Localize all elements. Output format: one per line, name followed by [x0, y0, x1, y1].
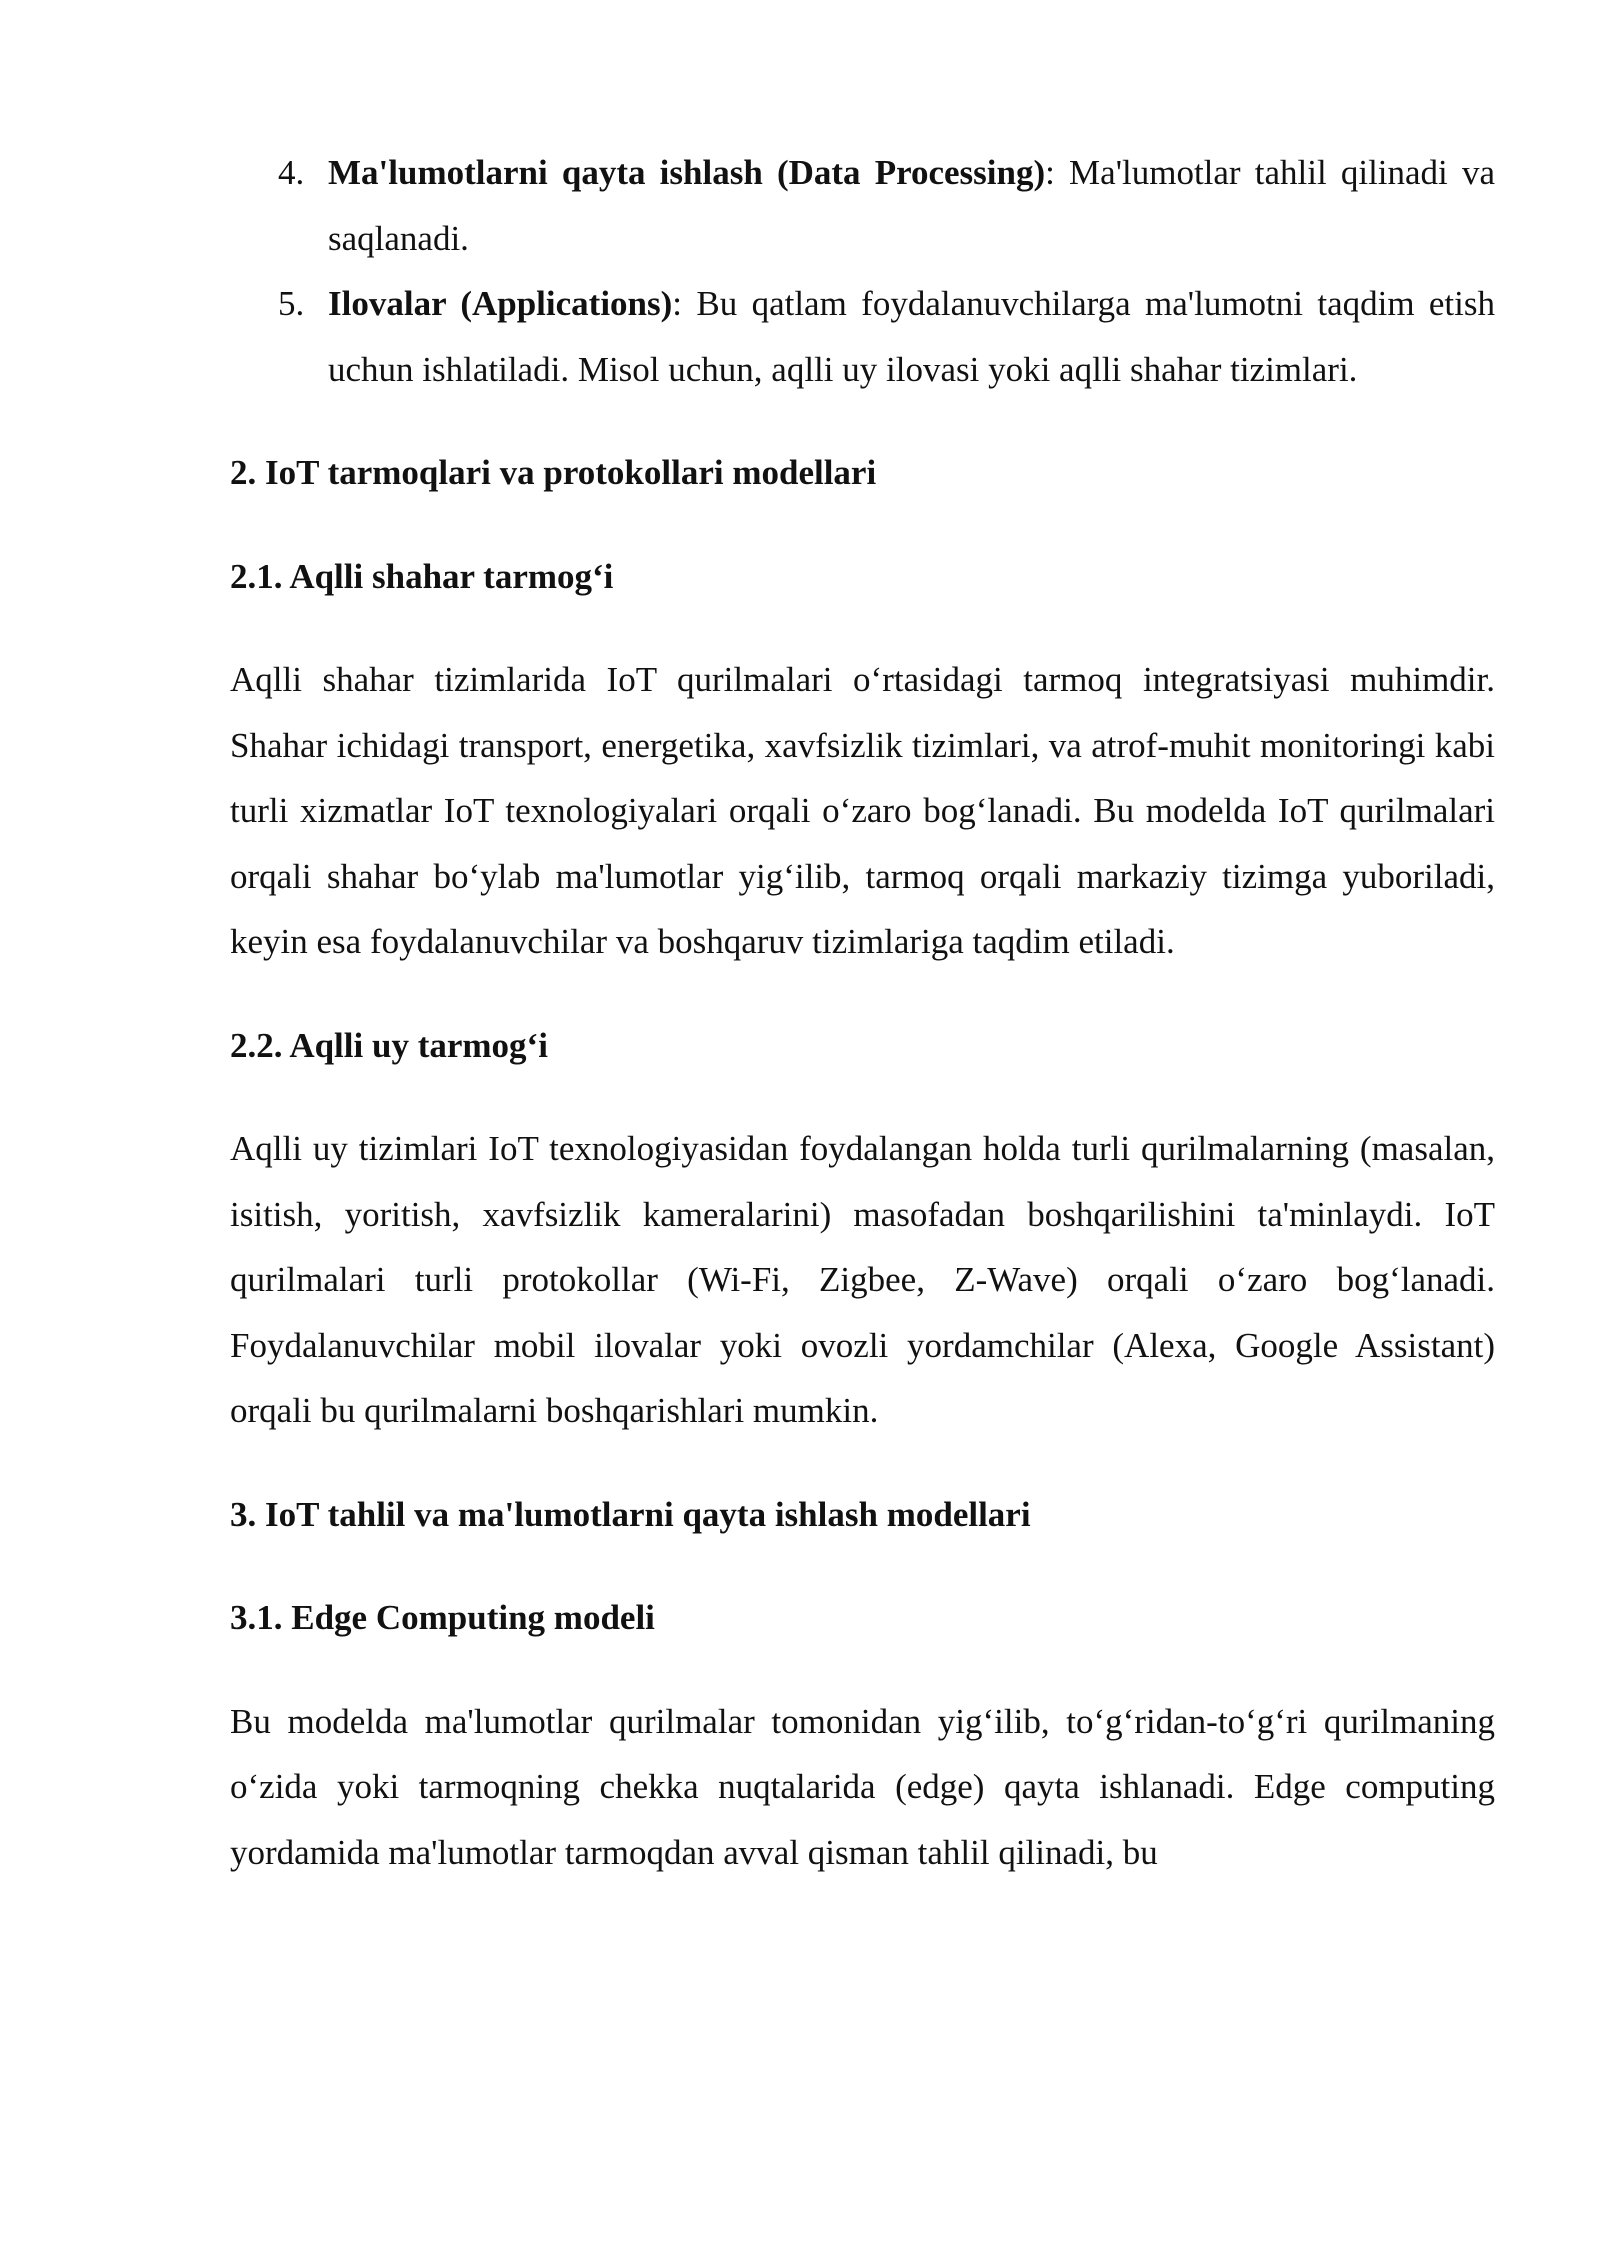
list-item-text: Ma'lumotlar tahlil qilinadi va saqlanadi.: [328, 153, 1495, 258]
list-item: [230, 271, 1495, 402]
document-page: [230, 140, 1495, 1885]
list-item: [230, 140, 1495, 271]
paragraph-smart-city: Aqlli shahar tizimlarida IoT qurilmalari o‘rtasidagi tarmoq integratsiyasi muhimdir. Shahar ichidagi transport, energetika, xavfsizlik tizimlari, va atrof-muhit monitoringi kabi turli xizmatlar IoT texnologiyalari orqali o‘zaro bog‘lanadi. Bu modelda IoT qurilmalari orqali shahar bo‘ylab ma'lumotlar yig‘ilib, tarmoq orqali markaziy tizimga yuboriladi, keyin esa foydalanuvchilar va boshqaruv tizimlariga taqdim etiladi.: [230, 660, 1495, 961]
paragraph-edge-computing: Bu modelda ma'lumotlar qurilmalar tomonidan yig‘ilib, to‘g‘ridan-to‘g‘ri qurilmaning o‘zida yoki tarmoqning chekka nuqtalarida (edge) qayta ishlanadi. Edge computing yordamida ma'lumotlar tarmoqdan avval qisman tahlil qilinadi, bu: [230, 1701, 1495, 1872]
list-item-term: Ma'lumotlarni qayta ishlash (Data Processing): [328, 153, 1046, 192]
section-heading-2: 2. IoT tarmoqlari va protokollari modellari: [230, 453, 877, 492]
list-item-term: Ilovalar (Applications): [328, 284, 673, 323]
subsection-heading-2-1: 2.1. Aqlli shahar tarmog‘i: [230, 556, 614, 596]
subsection-heading-3-1: 3.1. Edge Computing modeli: [230, 1598, 655, 1637]
subsection-heading-2-2: 2.2. Aqlli uy tarmog‘i: [230, 1025, 548, 1065]
list-item-number: 4.: [278, 153, 305, 192]
list-item-separator: :: [1045, 153, 1055, 192]
section-heading-3: 3. IoT tahlil va ma'lumotlarni qayta ishlash modellari: [230, 1494, 1031, 1534]
list-item-text: Bu qatlam foydalanuvchilarga ma'lumotni taqdim etish uchun ishlatiladi. Misol uchun, aqlli uy ilovasi yoki aqlli shahar tizimlari.: [328, 284, 1496, 389]
numbered-list: [230, 140, 1495, 402]
list-item-separator: :: [672, 284, 683, 323]
paragraph-smart-home: Aqlli uy tizimlari IoT texnologiyasidan foydalangan holda turli qurilmalarning (masalan, isitish, yoritish, xavfsizlik kameralarini) masofadan boshqarilishini ta'minlaydi. IoT qurilmalari turli protokollar (Wi-Fi, Zigbee, Z-Wave) orqali o‘zaro bog‘lanadi. Foydalanuvchilar mobil ilovalar yoki ovozli yordamchilar (Alexa, Google Assistant) orqali bu qurilmalarni boshqarishlari mumkin.: [230, 1129, 1495, 1430]
list-item-number: 5.: [278, 284, 305, 323]
